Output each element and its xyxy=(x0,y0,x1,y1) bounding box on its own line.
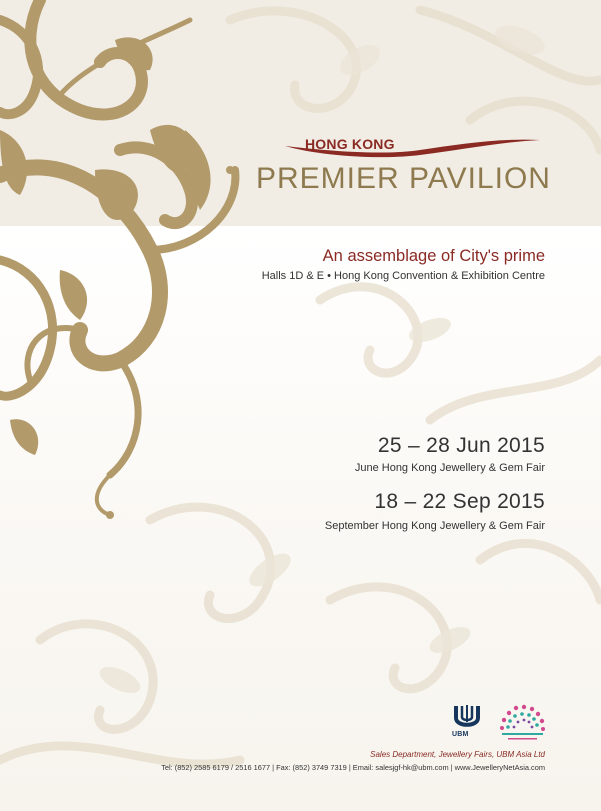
hong-kong-jewellery-fair-logo-icon xyxy=(494,700,550,746)
venue-line: Halls 1D & E • Hong Kong Convention & Exhibition Centre xyxy=(261,270,545,282)
sales-department: Sales Department, Jewellery Fairs, UBM Asia Ltd xyxy=(370,750,545,759)
event-dates: 25 – 28 Jun 2015 xyxy=(377,434,545,457)
tagline: An assemblage of City's prime xyxy=(322,247,545,265)
event-name: June Hong Kong Jewellery & Gem Fair xyxy=(354,462,545,474)
event-dates: 18 – 22 Sep 2015 xyxy=(374,490,545,513)
event-name: September Hong Kong Jewellery & Gem Fair xyxy=(324,520,545,532)
logo-subtitle: HONG KONG xyxy=(305,136,395,152)
ubm-logo-text: UBM xyxy=(452,731,469,738)
contact-line: Tel: (852) 2585 6179 / 2516 1677 | Fax: (852) 3749 7319 | Email: salesjgf-hk@ubm.com | www.JewelleryNetAsia.com xyxy=(161,763,545,772)
logo-title: PREMIER PAVILION xyxy=(256,162,551,195)
